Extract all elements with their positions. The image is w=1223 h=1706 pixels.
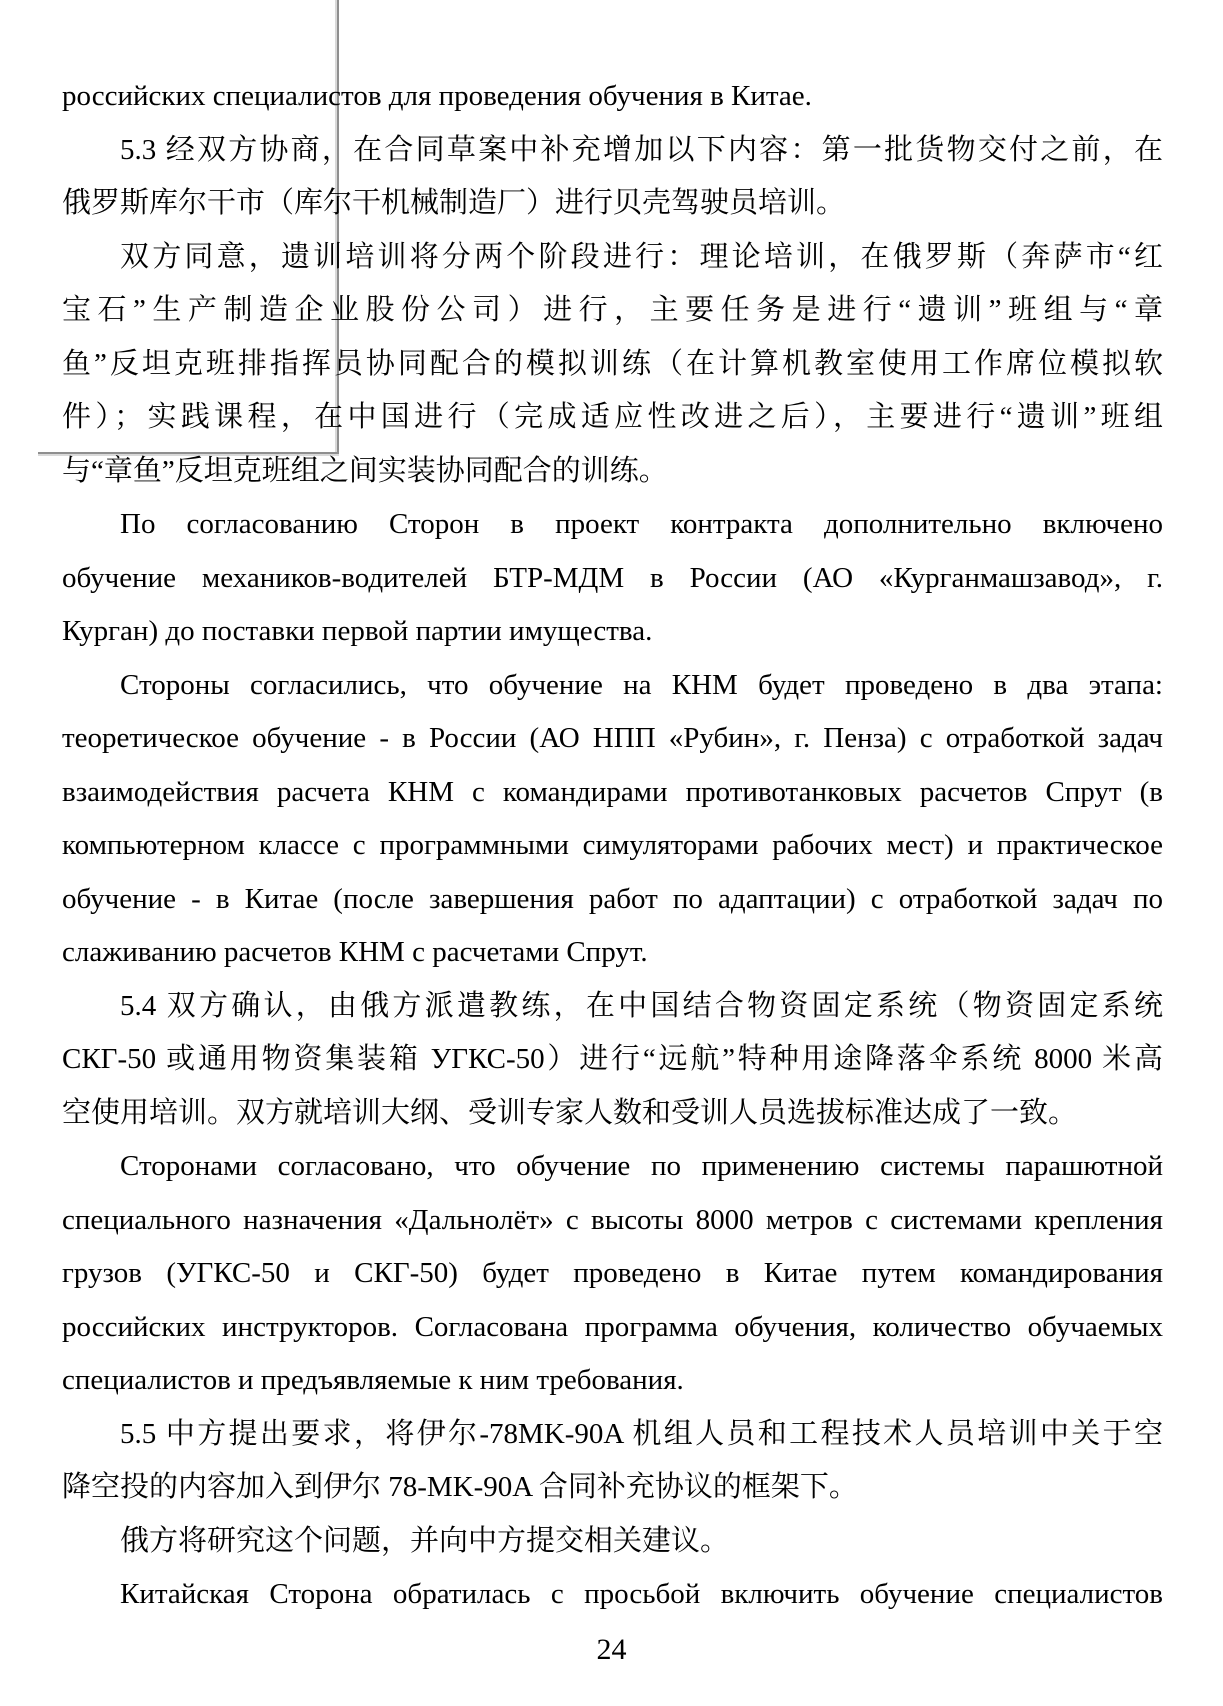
text-line: специального назначения «Дальнолёт» с высоты 8000 метров с системами крепления: [62, 1203, 1163, 1236]
text-line: 俄方将研究这个问题，并向中方提交相关建议。: [120, 1524, 730, 1557]
text-line: 5.3 经双方协商，在合同草案中补充增加以下内容：第一批货物交付之前，在: [120, 133, 1163, 166]
text-line: 宝石”生产制造企业股份公司）进行，主要任务是进行“遗训”班组与“章: [62, 294, 1163, 326]
text-line: теоретическое обучение - в России (АО НПП «Рубин», г. Пенза) с отработкой задач: [62, 722, 1163, 754]
text-line: взаимодействия расчета КНМ с командирами противотанковых расчетов Спрут (в: [62, 775, 1163, 808]
text-line: российских специалистов для проведения обучения в Китае.: [62, 80, 812, 112]
text-line: российских инструкторов. Согласована программа обучения, количество обучаемых: [62, 1310, 1163, 1343]
text-line: 5.4 双方确认，由俄方派遣教练，在中国结合物资固定系统（物资固定系统: [120, 989, 1163, 1022]
text-line: обучение - в Китае (после завершения работ по адаптации) с отработкой задач по: [62, 882, 1163, 915]
page-number: 24: [596, 1633, 627, 1666]
text-line: компьютерном классе с программными симуляторами рабочих мест) и практическое: [62, 829, 1163, 861]
text-line: слаживанию расчетов КНМ с расчетами Спрут.: [62, 936, 648, 968]
text-line: 空使用培训。双方就培训大纲、受训专家人数和受训人员选拔标准达成了一致。: [62, 1096, 1078, 1129]
text-line: грузов (УГКС-50 и СКГ-50) будет проведено в Китае путем командирования: [62, 1257, 1163, 1289]
text-line: 降空投的内容加入到伊尔 78-MK-90A 合同补充协议的框架下。: [62, 1471, 858, 1503]
text-line: Курган) до поставки первой партии имущества.: [62, 615, 653, 647]
document-body: [62, 70, 1163, 1622]
text-line: Стороны согласились, что обучение на КНМ будет проведено в два этапа:: [120, 668, 1163, 701]
text-line: 俄罗斯库尔干市（库尔干机械制造厂）进行贝壳驾驶员培训。: [62, 187, 846, 219]
text-line: 件）；实践课程，在中国进行（完成适应性改进之后），主要进行“遗训”班组: [62, 401, 1163, 433]
text-line: Сторонами согласовано, что обучение по применению системы парашютной: [120, 1150, 1163, 1182]
text-line: специалистов и предъявляемые к ним требования.: [62, 1364, 684, 1396]
text-line: 与“章鱼”反坦克班组之间实装协同配合的训练。: [62, 454, 668, 487]
text-line: обучение механиков-водителей БТР-МДМ в России (АО «Курганмашзавод», г.: [62, 561, 1163, 594]
text-line: 鱼”反坦克班排指挥员协同配合的模拟训练（在计算机教室使用工作席位模拟软: [62, 347, 1163, 380]
text-line: 双方同意，遗训培训将分两个阶段进行：理论培训，在俄罗斯（奔萨市“红: [120, 240, 1163, 273]
text-line: По согласованию Сторон в проект контракта дополнительно включено: [120, 508, 1163, 540]
text-line: СКГ-50 或通用物资集装箱 УГКС-50）进行“远航”特种用途降落伞系统 8000 米高: [62, 1043, 1163, 1075]
text-line: Китайская Сторона обратилась с просьбой включить обучение специалистов: [120, 1578, 1163, 1610]
text-line: 5.5 中方提出要求，将伊尔-78MK-90A 机组人员和工程技术人员培训中关于空: [120, 1417, 1163, 1450]
